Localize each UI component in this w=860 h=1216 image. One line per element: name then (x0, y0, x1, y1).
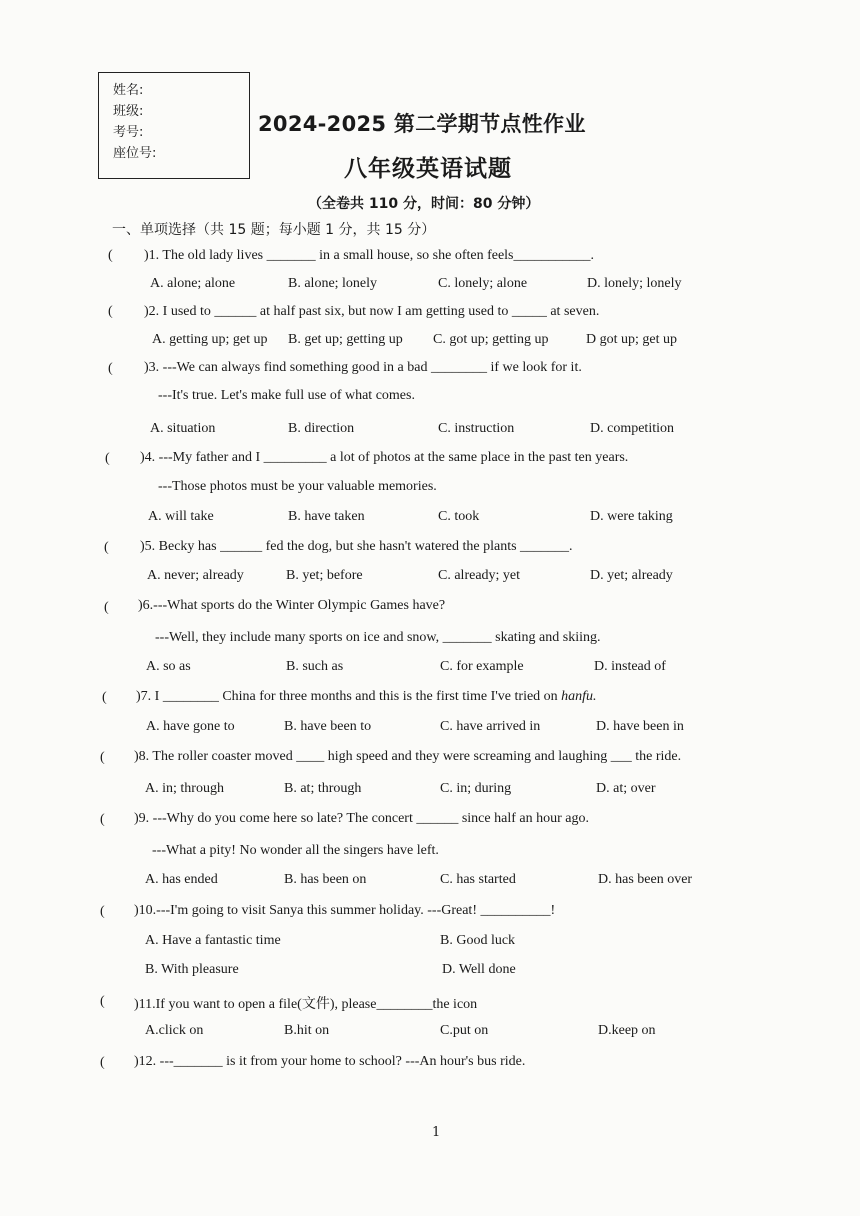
answer-paren: ( (100, 750, 105, 765)
seat-number-label: 座位号: (113, 146, 157, 161)
option-a: A. getting up; get up (152, 332, 268, 347)
option-b: B. at; through (284, 781, 362, 796)
option-d: D. Well done (442, 962, 516, 977)
option-c: C. have arrived in (440, 719, 541, 734)
question-stem: )2. I used to ______ at half past six, but now I am getting used to _____ at seven. (144, 304, 600, 319)
question-stem: )10.---I'm going to visit Sanya this summer holiday. ---Great! __________! (134, 903, 556, 918)
page-title: 2024-2025 第二学期节点性作业 (258, 112, 586, 136)
option-a: A. situation (150, 421, 216, 436)
question-stem: )3. ---We can always find something good in a bad ________ if we look for it. (144, 360, 582, 375)
question-reply: ---Those photos must be your valuable memories. (158, 479, 437, 494)
question-stem: )4. ---My father and I _________ a lot of photos at the same place in the past ten years. (140, 450, 629, 465)
name-label: 姓名: (113, 83, 144, 98)
option-d: D. lonely; lonely (587, 276, 682, 291)
answer-paren: ( (100, 812, 105, 827)
question-reply: ---What a pity! No wonder all the singers have left. (152, 843, 439, 858)
student-info-box (98, 72, 250, 179)
section-heading: 一、单项选择（共 15 题；每小题 1 分，共 15 分） (112, 222, 436, 238)
option-a: A. will take (148, 509, 214, 524)
italic-word: hanfu. (561, 689, 597, 704)
option-c: C.put on (440, 1023, 489, 1038)
option-b: B. such as (286, 659, 344, 674)
option-d: D. at; over (596, 781, 656, 796)
answer-paren: ( (104, 540, 109, 555)
option-d: D.keep on (598, 1023, 656, 1038)
option-d: D got up; get up (586, 332, 677, 347)
option-a: A. Have a fantastic time (145, 933, 281, 948)
page-number: 1 (432, 1125, 441, 1140)
question-stem: )6.---What sports do the Winter Olympic Games have? (138, 598, 446, 613)
class-label: 班级: (113, 104, 144, 119)
question-stem: )8. The roller coaster moved ____ high speed and they were screaming and laughing ___ the ride. (134, 749, 682, 764)
option-a: A. alone; alone (150, 276, 236, 291)
option-d: D. yet; already (590, 568, 673, 583)
option-c: C. in; during (440, 781, 512, 796)
option-a: A. so as (146, 659, 191, 674)
option-d: D. were taking (590, 509, 673, 524)
exam-number-label: 考号: (113, 125, 144, 140)
option-b: B. Good luck (440, 933, 516, 948)
answer-paren: ( (100, 1055, 105, 1070)
option-c: C. has started (440, 872, 516, 887)
option-d: D. have been in (596, 719, 684, 734)
option-a: A. in; through (145, 781, 224, 796)
option-c: B. With pleasure (145, 962, 239, 977)
option-c: C. instruction (438, 421, 515, 436)
option-b: B.hit on (284, 1023, 330, 1038)
answer-paren: ( (108, 361, 113, 376)
question-reply: ---Well, they include many sports on ice and snow, _______ skating and skiing. (155, 630, 601, 645)
question-stem: )11.If you want to open a file(文件), please________the icon (134, 997, 478, 1012)
answer-paren: ( (105, 451, 110, 466)
option-c: C. lonely; alone (438, 276, 528, 291)
option-a: A. have gone to (146, 719, 235, 734)
answer-paren: ( (100, 994, 105, 1009)
option-b: B. alone; lonely (288, 276, 378, 291)
option-d: D. competition (590, 421, 674, 436)
option-a: A.click on (145, 1023, 204, 1038)
question-stem: )7. I ________ China for three months and this is the first time I've tried on hanfu. (136, 689, 597, 704)
option-a: A. has ended (145, 872, 218, 887)
question-stem: )9. ---Why do you come here so late? The concert ______ since half an hour ago. (134, 811, 589, 826)
option-b: B. direction (288, 421, 355, 436)
answer-paren: ( (108, 248, 113, 263)
question-stem: )1. The old lady lives _______ in a small house, so she often feels___________. (144, 248, 595, 263)
option-d: D. instead of (594, 659, 666, 674)
option-b: B. get up; getting up (288, 332, 403, 347)
question-reply: ---It's true. Let's make full use of what comes. (158, 388, 415, 403)
answer-paren: ( (102, 690, 107, 705)
option-b: B. have taken (288, 509, 365, 524)
option-b: B. has been on (284, 872, 367, 887)
option-b: B. yet; before (286, 568, 363, 583)
option-c: C. already; yet (438, 568, 521, 583)
answer-paren: ( (100, 904, 105, 919)
question-stem: )12. ---_______ is it from your home to school? ---An hour's bus ride. (134, 1054, 526, 1069)
answer-paren: ( (108, 304, 113, 319)
answer-paren: ( (104, 600, 109, 615)
option-c: C. for example (440, 659, 524, 674)
option-b: B. have been to (284, 719, 372, 734)
question-stem: )5. Becky has ______ fed the dog, but she hasn't watered the plants _______. (140, 539, 573, 554)
option-a: A. never; already (147, 568, 244, 583)
exam-meta: （全卷共 110 分，时间：80 分钟） (308, 196, 540, 212)
option-c: C. got up; getting up (433, 332, 549, 347)
option-c: C. took (438, 509, 480, 524)
page-subtitle: 八年级英语试题 (344, 156, 512, 182)
option-d: D. has been over (598, 872, 693, 887)
